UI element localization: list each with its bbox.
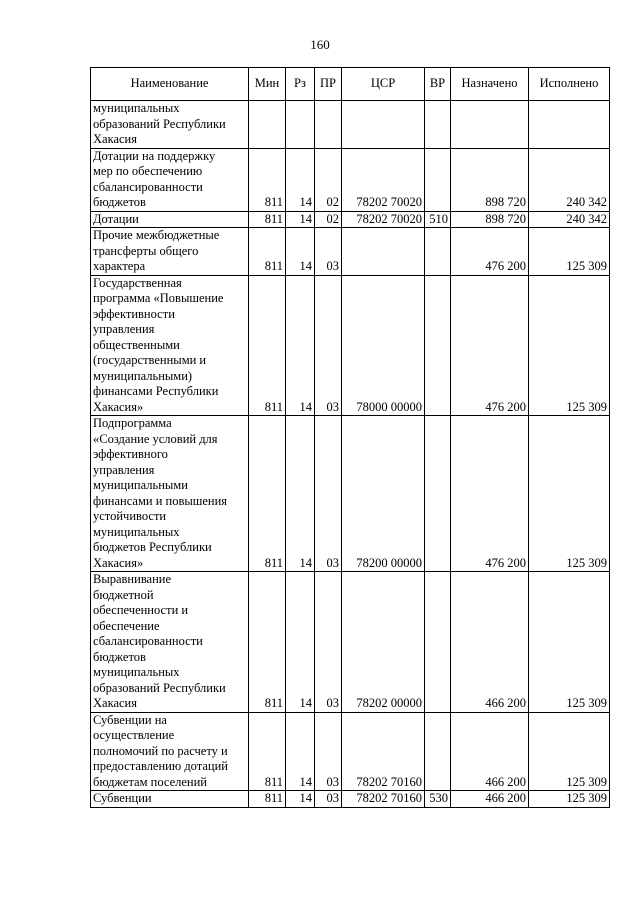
column-header-rz: Рз: [286, 68, 315, 101]
table-row: [91, 791, 610, 808]
cell-rz: 14: [286, 712, 315, 791]
cell-vr: [425, 572, 451, 713]
cell-rz: 14: [286, 228, 315, 276]
cell-vr: [425, 275, 451, 416]
cell-assigned: 898 720: [451, 148, 529, 211]
cell-csr: 78202 00000: [342, 572, 425, 713]
cell-csr: 78202 70160: [342, 712, 425, 791]
cell-name: Прочие межбюджетные трансферты общего характера: [91, 228, 249, 276]
cell-vr: [425, 712, 451, 791]
cell-csr: 78202 70160: [342, 791, 425, 808]
cell-name: Субвенции: [91, 791, 249, 808]
table-row: [91, 416, 610, 572]
cell-name: Дотации на поддержку мер по обеспечению сбалансированности бюджетов: [91, 148, 249, 211]
cell-min: 811: [249, 275, 286, 416]
cell-min: 811: [249, 416, 286, 572]
column-header-csr: ЦСР: [342, 68, 425, 101]
cell-name: Субвенции на осуществление полномочий по расчету и предоставлению дотаций бюджетам поселений: [91, 712, 249, 791]
cell-name: Государственная программа «Повышение эффективности управления общественными (государственными и муниципальными) финансами Республики Хакасия»: [91, 275, 249, 416]
table-row: [91, 228, 610, 276]
table-row: [91, 148, 610, 211]
cell-assigned: 476 200: [451, 228, 529, 276]
cell-csr: 78200 00000: [342, 416, 425, 572]
cell-pr: 03: [315, 228, 342, 276]
cell-rz: 14: [286, 148, 315, 211]
cell-executed: 125 309: [529, 275, 610, 416]
cell-pr: 02: [315, 211, 342, 228]
cell-vr: [425, 228, 451, 276]
cell-csr: [342, 101, 425, 149]
cell-executed: 240 342: [529, 211, 610, 228]
cell-name: Подпрограмма «Создание условий для эффективного управления муниципальными финансами и повышения устойчивости муниципальных бюджетов Республики Хакасия»: [91, 416, 249, 572]
cell-csr: 78202 70020: [342, 211, 425, 228]
cell-assigned: 466 200: [451, 712, 529, 791]
cell-assigned: 466 200: [451, 572, 529, 713]
header-row: [91, 68, 610, 101]
column-header-pr: ПР: [315, 68, 342, 101]
cell-min: 811: [249, 791, 286, 808]
column-header-min: Мин: [249, 68, 286, 101]
cell-assigned: 898 720: [451, 211, 529, 228]
table-row: [91, 712, 610, 791]
cell-csr: 78202 70020: [342, 148, 425, 211]
cell-vr: 510: [425, 211, 451, 228]
column-header-assigned: Назначено: [451, 68, 529, 101]
column-header-name: Наименование: [91, 68, 249, 101]
cell-pr: [315, 101, 342, 149]
table-row: [91, 275, 610, 416]
cell-assigned: [451, 101, 529, 149]
cell-csr: 78000 00000: [342, 275, 425, 416]
budget-table: [90, 67, 610, 808]
cell-executed: 125 309: [529, 791, 610, 808]
cell-rz: 14: [286, 416, 315, 572]
cell-min: 811: [249, 148, 286, 211]
cell-assigned: 476 200: [451, 275, 529, 416]
cell-min: 811: [249, 228, 286, 276]
cell-vr: [425, 416, 451, 572]
cell-assigned: 466 200: [451, 791, 529, 808]
page-number: 160: [310, 37, 330, 52]
cell-pr: 02: [315, 148, 342, 211]
cell-assigned: 476 200: [451, 416, 529, 572]
cell-name: Выравнивание бюджетной обеспеченности и обеспечение сбалансированности бюджетов муниципальных образований Республики Хакасия: [91, 572, 249, 713]
cell-executed: 125 309: [529, 228, 610, 276]
cell-executed: [529, 101, 610, 149]
cell-pr: 03: [315, 572, 342, 713]
cell-name: Дотации: [91, 211, 249, 228]
column-header-executed: Исполнено: [529, 68, 610, 101]
cell-rz: 14: [286, 791, 315, 808]
table-row: [91, 101, 610, 149]
table-row: [91, 572, 610, 713]
cell-rz: 14: [286, 572, 315, 713]
cell-executed: 125 309: [529, 572, 610, 713]
cell-min: [249, 101, 286, 149]
cell-name: муниципальных образований Республики Хакасия: [91, 101, 249, 149]
cell-vr: [425, 101, 451, 149]
cell-pr: 03: [315, 416, 342, 572]
cell-executed: 125 309: [529, 416, 610, 572]
cell-executed: 240 342: [529, 148, 610, 211]
cell-min: 811: [249, 572, 286, 713]
cell-rz: 14: [286, 275, 315, 416]
cell-vr: [425, 148, 451, 211]
cell-pr: 03: [315, 791, 342, 808]
cell-pr: 03: [315, 275, 342, 416]
cell-min: 811: [249, 211, 286, 228]
table-row: [91, 211, 610, 228]
cell-csr: [342, 228, 425, 276]
cell-vr: 530: [425, 791, 451, 808]
cell-min: 811: [249, 712, 286, 791]
cell-rz: 14: [286, 211, 315, 228]
cell-executed: 125 309: [529, 712, 610, 791]
cell-rz: [286, 101, 315, 149]
cell-pr: 03: [315, 712, 342, 791]
column-header-vr: ВР: [425, 68, 451, 101]
